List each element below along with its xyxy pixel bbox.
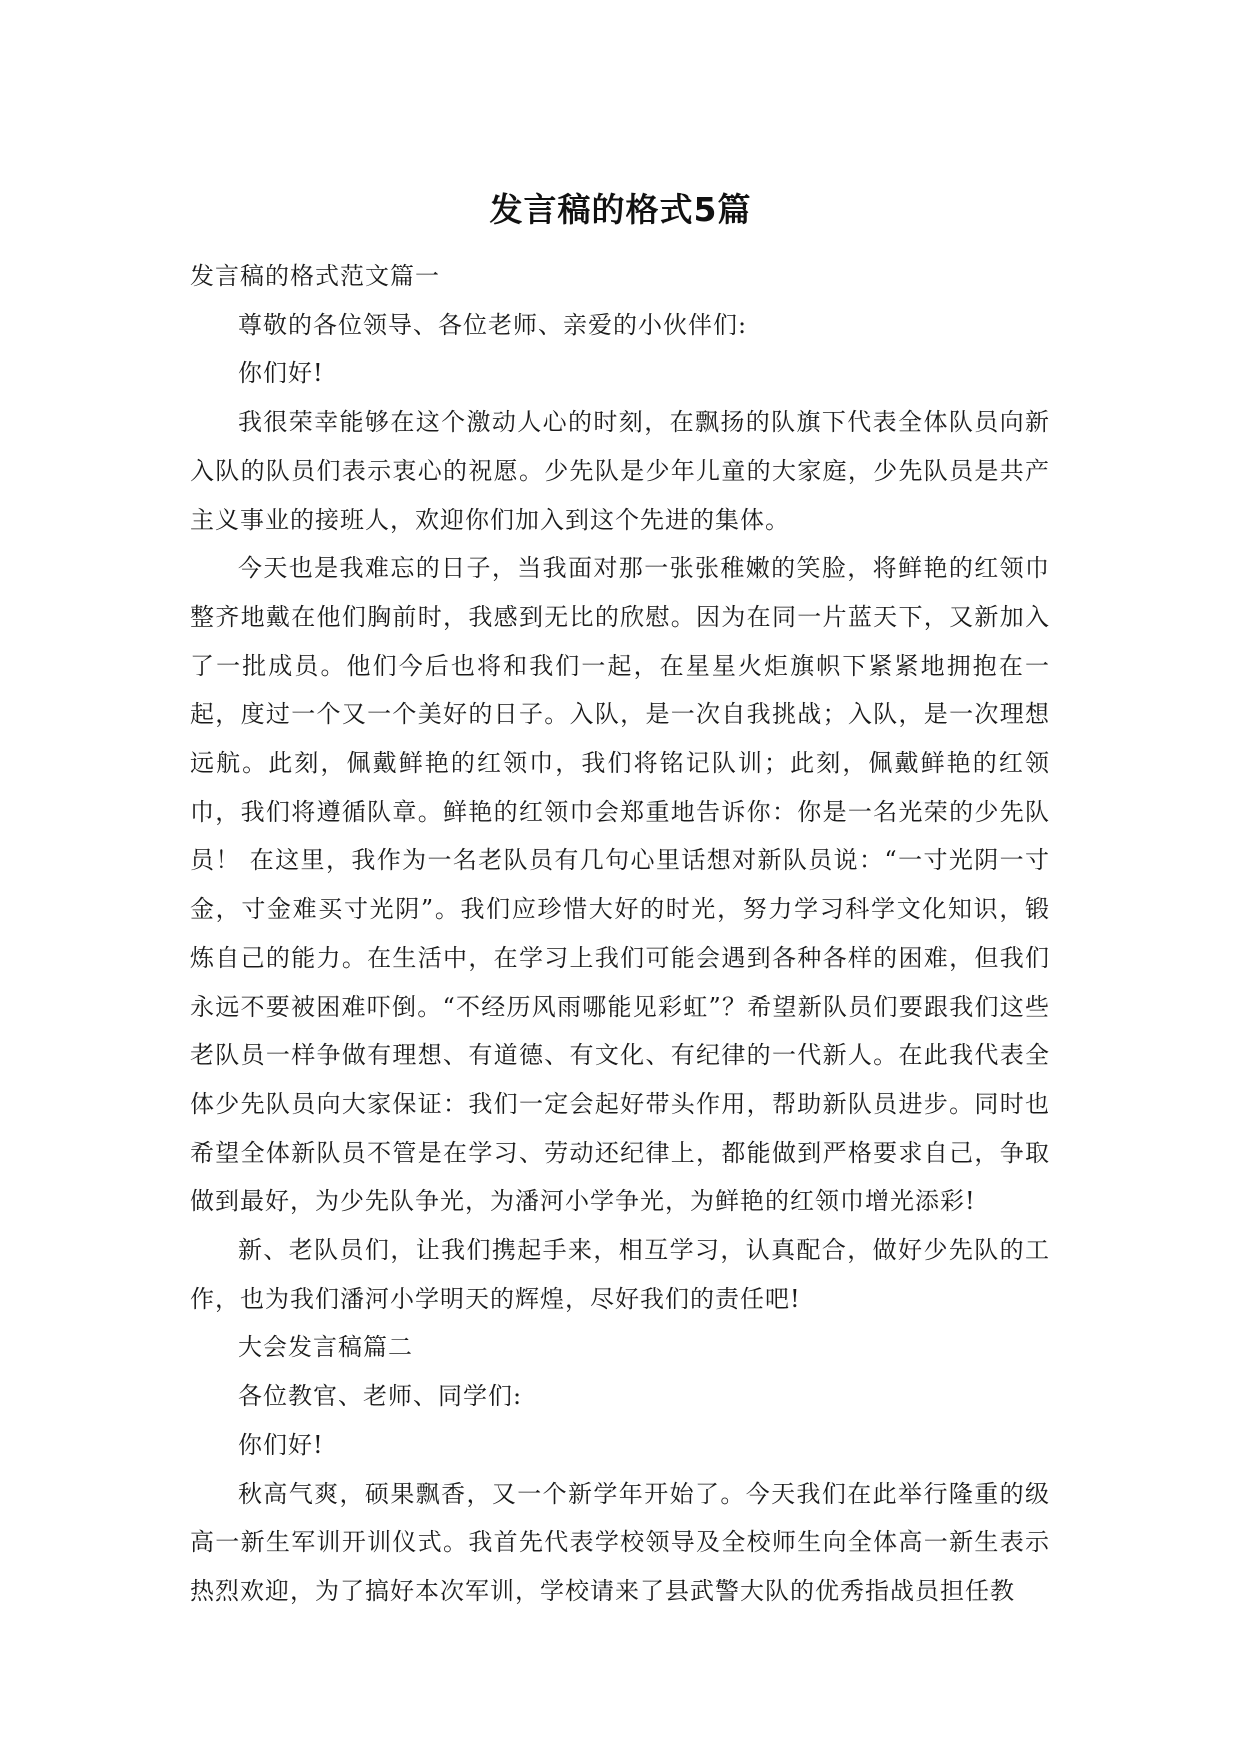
section-heading: 大会发言稿篇二: [238, 1333, 413, 1362]
body-paragraph: 秋高气爽，硕果飘香，又一个新学年开始了。今天我们在此举行隆重的级高一新生军训开训仪式。我首先代表学校领导及全校师生向全体高一新生表示热烈欢迎，为了搞好本次军训，学校请来了县武警大队的优秀指战员担任教: [190, 1479, 1050, 1605]
salutation: 尊敬的各位领导、各位老师、亲爱的小伙伴们:: [238, 310, 748, 339]
section-heading: 发言稿的格式范文篇一: [190, 262, 440, 290]
document-body: [190, 252, 1050, 1616]
greeting: 你们好!: [238, 1430, 324, 1459]
body-paragraph: 今天也是我难忘的日子，当我面对那一张张稚嫩的笑脸，将鲜艳的红领巾整齐地戴在他们胸前时，我感到无比的欣慰。因为在同一片蓝天下，又新加入了一批成员。他们今后也将和我们一起，在星星火炬旗帜下紧紧地拥抱在一起，度过一个又一个美好的日子。入队，是一次自我挑战；入队，是一次理想远航。此刻，佩戴鲜艳的红领巾，我们将铭记队训；此刻，佩戴鲜艳的红领巾，我们将遵循队章。鲜艳的红领巾会郑重地告诉你：你是一名光荣的少先队员！ 在这里，我作为一名老队员有几句心里话想对新队员说：“一寸光阴一寸金，寸金难买寸光阴”。我们应珍惜大好的时光，努力学习科学文化知识，锻炼自己的能力。在生活中，在学习上我们可能会遇到各种各样的困难，但我们永远不要被困难吓倒。“不经历风雨哪能见彩虹”？希望新队员们要跟我们这些老队员一样争做有理想、有道德、有文化、有纪律的一代新人。在此我代表全体少先队员向大家保证：我们一定会起好带头作用，帮助新队员进步。同时也希望全体新队员不管是在学习、劳动还纪律上，都能做到严格要求自己，争取做到最好，为少先队争光，为潘河小学争光，为鲜艳的红领巾增光添彩!: [190, 554, 1050, 1216]
body-paragraph: 我很荣幸能够在这个激动人心的时刻，在飘扬的队旗下代表全体队员向新入队的队员们表示衷心的祝愿。少先队是少年儿童的大家庭，少先队员是共产主义事业的接班人，欢迎你们加入到这个先进的集体。: [190, 408, 1050, 534]
salutation: 各位教官、老师、同学们:: [238, 1382, 523, 1411]
greeting: 你们好!: [238, 359, 324, 388]
document-title: 发言稿的格式5篇: [489, 190, 752, 229]
body-paragraph: 新、老队员们，让我们携起手来，相互学习，认真配合，做好少先队的工作，也为我们潘河小学明天的辉煌，尽好我们的责任吧!: [190, 1236, 1050, 1313]
